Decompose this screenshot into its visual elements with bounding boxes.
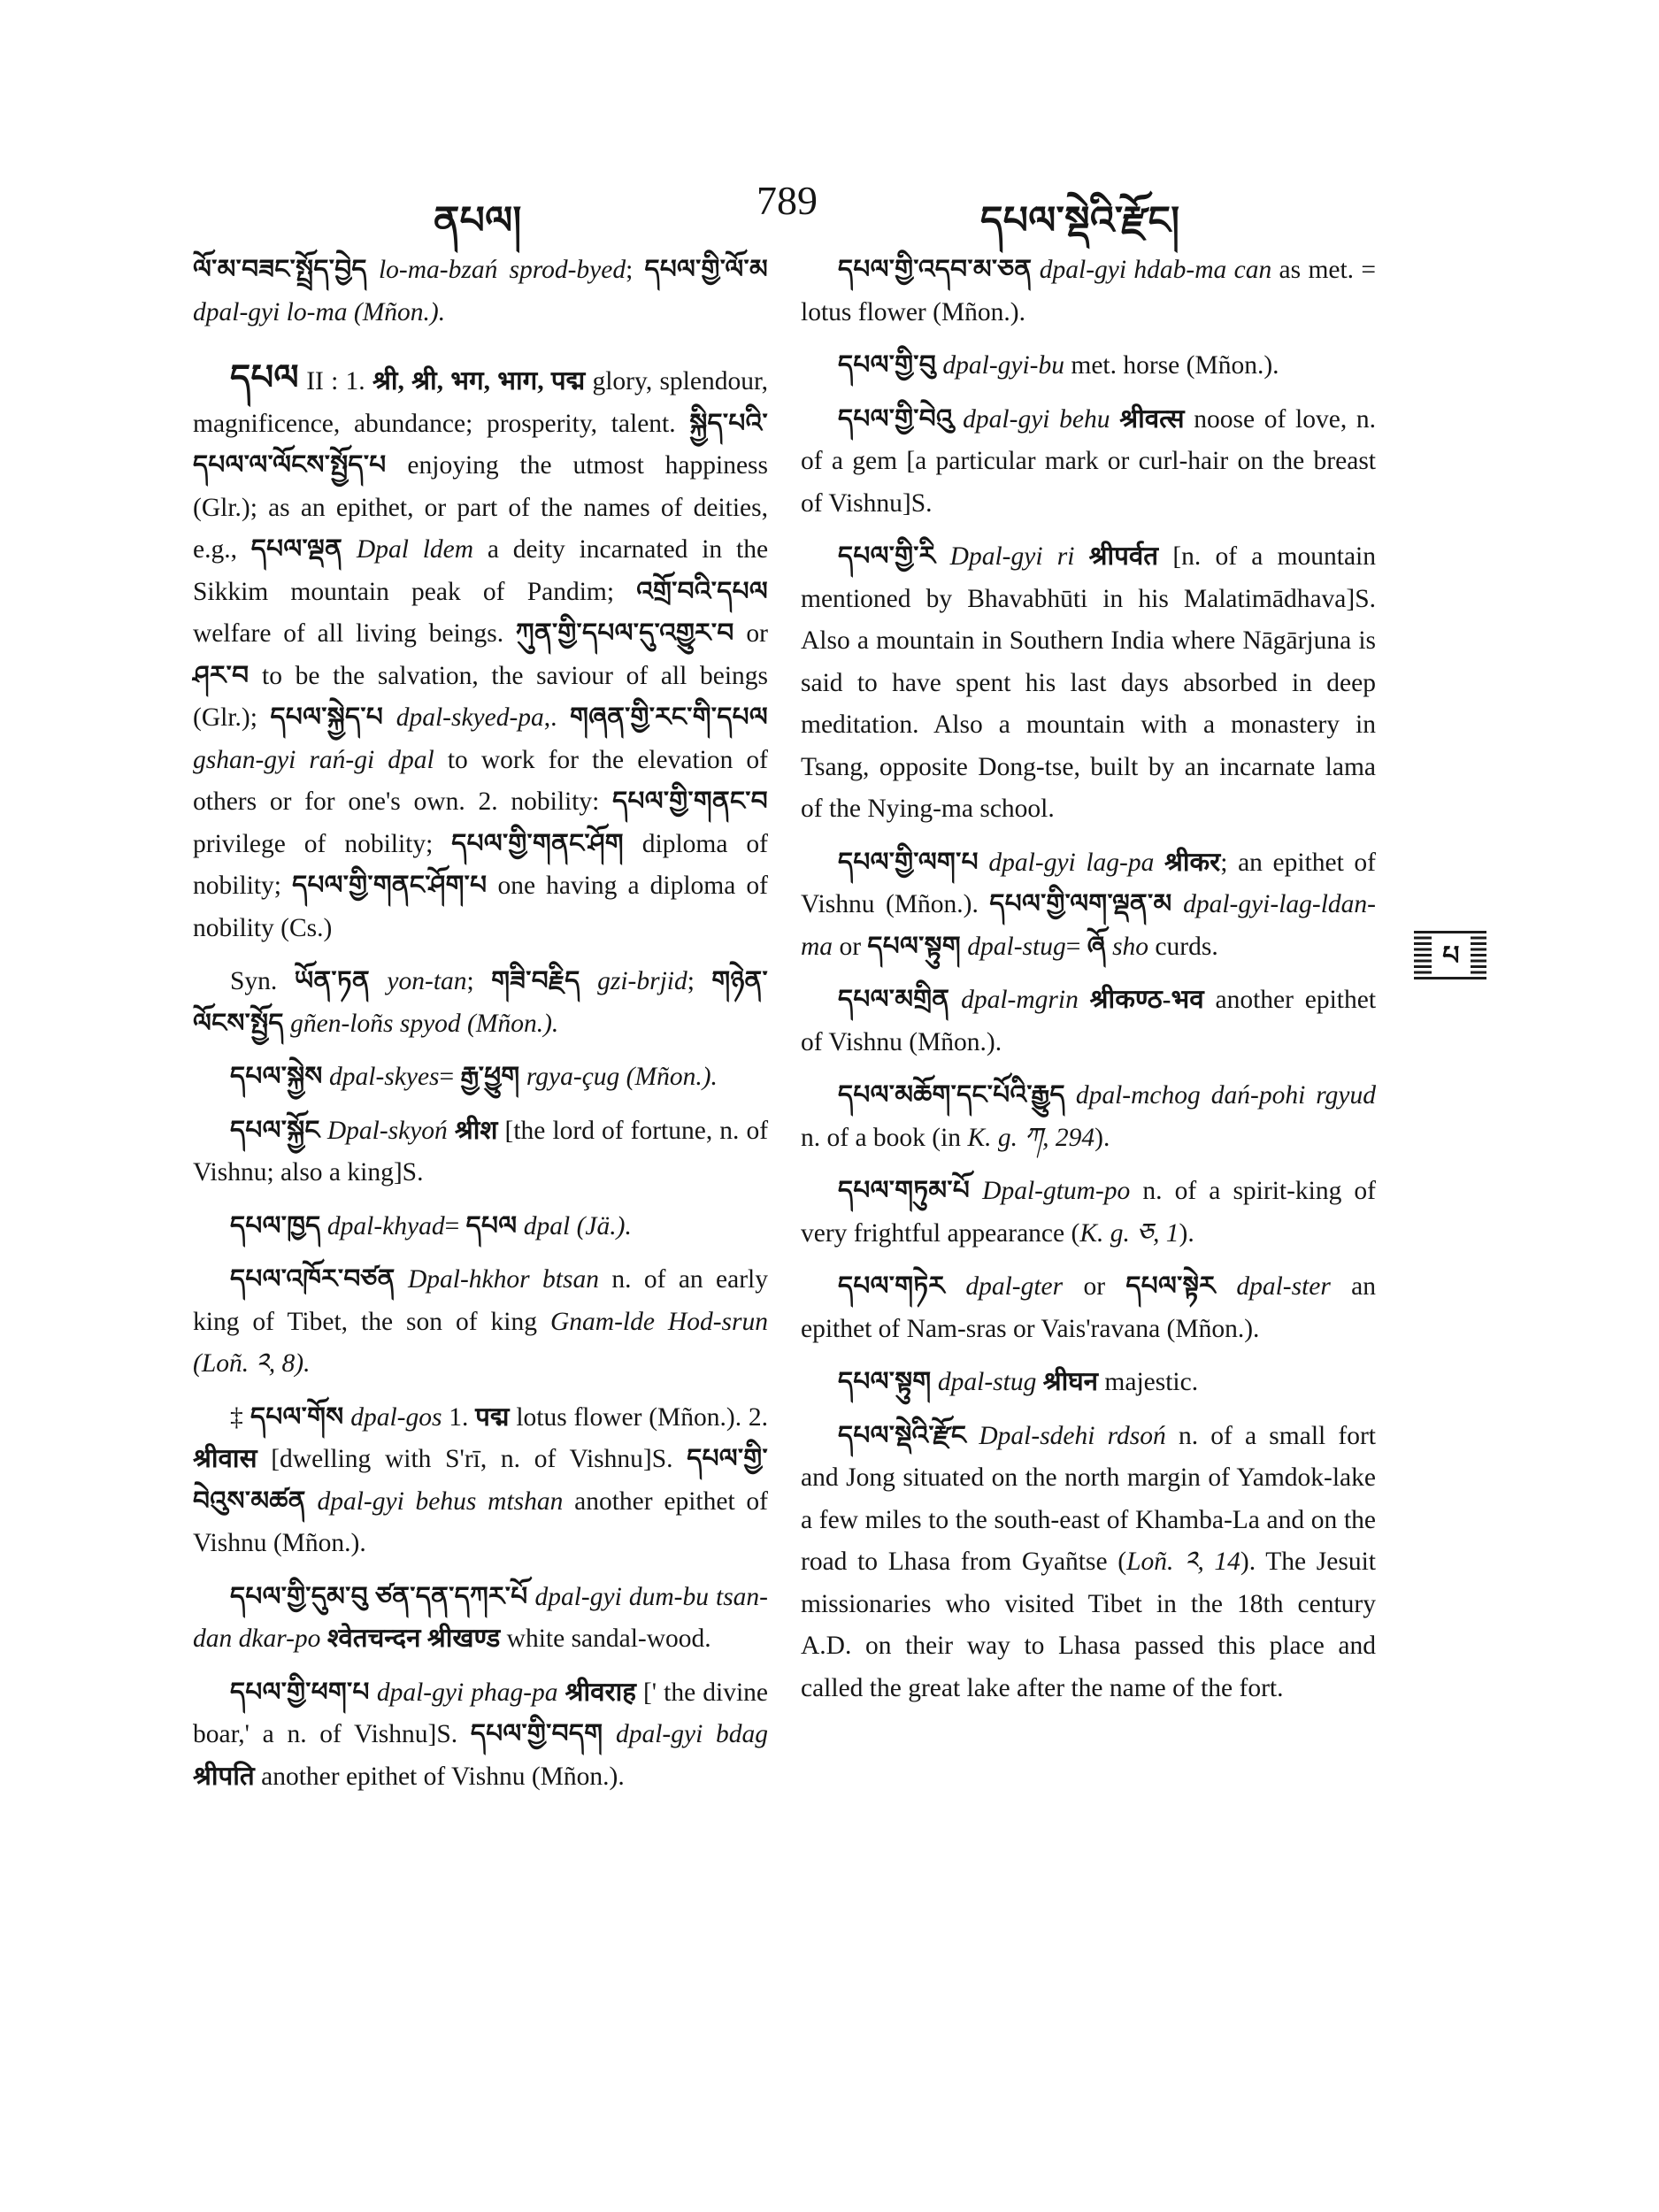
- romanization: Gnam-lde Hod-srun: [549, 1307, 769, 1336]
- sanskrit-term: श्री, श्री, भग, भाग, पद्म: [372, 367, 586, 396]
- entry-dpal-skyes: [193, 1056, 768, 1099]
- tibetan-term: དཔལ་སྟུག: [867, 932, 961, 961]
- romanization: dpal-gos: [350, 1402, 442, 1432]
- romanization: dpal-ster: [1236, 1272, 1331, 1301]
- tibetan-term: དཔལ་གྱི་ལོ་མ: [644, 256, 768, 284]
- entry-text: ‡: [230, 1402, 250, 1432]
- romanization: lo-ma-bzań sprod-byed: [378, 256, 626, 284]
- romanization: dpal-gyi bdag: [615, 1720, 769, 1748]
- romanization: rgya-çug: [526, 1063, 620, 1091]
- sanskrit-term: श्रीश: [454, 1116, 498, 1145]
- tibetan-term: དཔལ་གྱི་ལག་པ: [838, 848, 979, 877]
- tibetan-term: དཔལ་གྱི་བདག: [470, 1720, 603, 1748]
- entry-dpal-ii: [193, 357, 768, 949]
- romanization: sho: [1112, 932, 1149, 961]
- romanization: gñen-loñs spyod: [290, 1009, 461, 1038]
- entry-text: diploma of nobility;: [193, 829, 768, 900]
- entry-dpal-gyi-behu: [801, 399, 1376, 526]
- sanskrit-term: श्रीवराह: [565, 1678, 636, 1707]
- entry-text: another epithet of Vishnu (Mñon.).: [193, 1486, 768, 1557]
- tibetan-term: དཔལ་གཏུམ་པོ: [838, 1177, 971, 1205]
- tibetan-term: གཉེན་ལོངས་སྤྱོད: [193, 967, 768, 1038]
- romanization: dpal-gyi lo-ma: [193, 297, 348, 326]
- entry-text: another epithet of Vishnu (Mñon.).: [254, 1762, 625, 1791]
- source-reference: (Loñ. ༢, 8).: [193, 1349, 311, 1378]
- romanization: dpal-gyi phag-pa: [376, 1678, 558, 1707]
- tibetan-term: དཔལ་གོས: [250, 1402, 344, 1432]
- entry-text: majestic.: [1098, 1368, 1199, 1396]
- source-reference: (Mñon.).: [353, 297, 446, 326]
- tibetan-term: ཤར་བ: [193, 661, 250, 690]
- romanization: dpal-gyi-lag-ldan-ma: [801, 890, 1376, 961]
- tibetan-term: དཔལ་གྱི་འདབ་མ་ཅན: [838, 256, 1033, 284]
- romanization: dpal-mchog dań-pohi rgyud: [1075, 1081, 1377, 1110]
- tibetan-term: དཔལ་སྐྱེས: [230, 1063, 323, 1091]
- tibetan-term: དཔལ་སྐྱེད་པ: [270, 703, 384, 732]
- entry-dpal-gter: [801, 1266, 1376, 1350]
- sanskrit-term: श्रीपर्वत: [1088, 542, 1159, 571]
- entry-text: n. of an early king of Tibet, the son of king: [193, 1265, 769, 1336]
- tibetan-term: གཟི་བརྗིད: [491, 967, 580, 995]
- romanization: Dpal-hkhor btsan: [407, 1265, 599, 1294]
- romanization: dpal-gyi lag-pa: [988, 848, 1155, 877]
- entry-dpal-gos: [193, 1397, 768, 1565]
- tibetan-term: དཔལ་གྱི་གནང་བ: [612, 787, 768, 816]
- entry-text: ).: [1094, 1123, 1110, 1152]
- entry-text: as met. = lotus flower (Mñon.).: [801, 256, 1377, 326]
- entry-text: ;: [626, 256, 645, 284]
- entry-dpal-mchog: [801, 1075, 1376, 1159]
- romanization: dpal: [523, 1211, 571, 1240]
- romanization: dpal-khyad: [326, 1211, 445, 1240]
- romanization: Dpal-skyoń: [326, 1116, 448, 1145]
- tibetan-term: དཔལ་འཁོར་བཙན: [230, 1265, 396, 1294]
- entry-dpal-gyi-bu: [801, 345, 1376, 388]
- romanization: Dpal-sdehi rdsoń: [979, 1421, 1166, 1450]
- entry-text: an epithet of Nam-sras or Vais'ravana (Mñon.).: [801, 1272, 1377, 1343]
- entry-text: n. of a small fort and Jong situated on the north margin of Yamdok-lake a few miles to the south-east of Khamba-La and on the road to Lhasa from Gyañtse (: [801, 1421, 1376, 1576]
- entry-text: one having a diploma of nobility (Cs.): [193, 872, 768, 942]
- entry-text: ;: [687, 967, 712, 995]
- header-left-word: ནཔལ།: [434, 199, 522, 242]
- romanization: Dpal-gtum-po: [982, 1177, 1131, 1205]
- entry-syn: [193, 961, 768, 1045]
- entry-text: to work for the elevation of others or for one's own. 2. nobility:: [193, 745, 768, 816]
- romanization: dpal-skyed-pa: [396, 703, 544, 732]
- tibetan-term: དཔལ་གྱི་ཕག་པ: [230, 1678, 370, 1707]
- entry-dpal-gyi-lag-pa: [801, 842, 1376, 969]
- romanization: dpal-gyi behu: [963, 404, 1110, 434]
- entry-text: noose of love, n. of a gem [a particular mark or curl-hair on the breast of Vishnu]S.: [801, 404, 1377, 518]
- entry-lo-ma: [193, 250, 768, 334]
- entry-dpal-hkhor-btsan: [193, 1259, 768, 1386]
- tibetan-term: དཔལ་སྟུག: [838, 1368, 932, 1396]
- entry-text: curds.: [1148, 932, 1218, 961]
- entry-dpal-gyi-phag-pa: [193, 1672, 768, 1799]
- tibetan-term: དཔལ་ཁྱད: [230, 1211, 321, 1240]
- source-reference: (Mñon.).: [626, 1063, 718, 1091]
- source-reference: (Jä.).: [576, 1211, 632, 1240]
- entry-text: met. horse (Mñon.).: [1064, 351, 1279, 380]
- entry-dpal-gyi-ri: [801, 536, 1376, 831]
- entry-dpal-gyi-hdab-ma: [801, 250, 1376, 334]
- tibetan-term: ཀུན་གྱི་དཔལ་དུ་འགྱུར་བ: [515, 619, 734, 648]
- source-reference: (Mñon.).: [467, 1009, 559, 1038]
- entry-text: or: [1063, 1272, 1126, 1301]
- romanization: dpal-mgrin: [961, 986, 1079, 1014]
- sanskrit-term: श्रीकर: [1164, 848, 1221, 877]
- tibetan-term: དཔལ་ལྡན: [250, 535, 343, 564]
- tibetan-term: ལོ་མ་བཟང་སྤྲོད་བྱེད: [193, 256, 367, 284]
- tibetan-term: དཔལ་མཆོག་དང་པོའི་རྒྱུད: [838, 1081, 1065, 1110]
- sanskrit-term: श्वेतचन्दन श्रीखण्ड: [326, 1624, 501, 1653]
- entry-text: =: [439, 1063, 461, 1091]
- tibetan-term: དཔལ: [465, 1211, 518, 1240]
- entry-text: enjoying the utmost happiness (Glr.); as an epithet, or part of the names of deities, e.g.,: [193, 451, 768, 564]
- romanization: gshan-gyi rań-gi dpal: [193, 745, 434, 774]
- tibetan-term: དཔལ་གྱི་ལག་ལྡན་མ: [989, 890, 1172, 918]
- entry-text: welfare of all living beings.: [193, 619, 516, 648]
- entry-text: glory, splendour, magnificence, abundance; prosperity, talent.: [193, 367, 768, 438]
- romanization: dpal-stug: [937, 1368, 1037, 1396]
- page-number: 789: [757, 178, 818, 223]
- tibetan-term: དཔལ་སྟེར: [1125, 1272, 1216, 1301]
- entry-text: Syn.: [230, 967, 295, 995]
- romanization: yon-tan: [387, 967, 467, 995]
- entry-text: [' the divine boar,' a n. of Vishnu]S.: [193, 1678, 769, 1748]
- tibetan-term: དཔལ་གྱི་བེའུ: [838, 404, 954, 434]
- tibetan-term: དཔལ་གྱི་གནང་ཤོག: [451, 829, 624, 858]
- tibetan-term: ཡོན་ཏན: [294, 967, 370, 995]
- romanization: Dpal-gyi ri: [949, 542, 1075, 571]
- tibetan-term: དཔལ་གྱི་དུམ་བུ ཙན་དན་དཀར་པོ: [230, 1582, 528, 1611]
- tibetan-term: གཞན་གྱི་རང་གི་དཔལ: [570, 703, 768, 732]
- tibetan-term: འགྲོ་བའི་དཔལ: [636, 577, 768, 606]
- entry-text: =: [444, 1211, 466, 1240]
- source-reference: Loñ. ༢, 14: [1126, 1548, 1240, 1576]
- entry-text: ;: [466, 967, 492, 995]
- tibetan-term: དཔལ་གྱི་བེའུས་མཚན: [193, 1445, 768, 1516]
- right-column: [801, 250, 1376, 1721]
- entry-text: n. of a book (in: [801, 1123, 968, 1152]
- entry-text: another epithet of Vishnu (Mñon.).: [801, 986, 1377, 1056]
- romanization: dpal-gter: [965, 1272, 1064, 1301]
- romanization: dpal-gyi behus mtshan: [317, 1486, 564, 1516]
- entry-text: n. of a spirit-king of very frightful appearance (: [801, 1177, 1377, 1248]
- entry-text: lotus flower (Mñon.). 2.: [509, 1402, 769, 1432]
- romanization: dpal-stug: [967, 932, 1066, 961]
- romanization: Dpal ldem: [356, 535, 474, 564]
- entry-dpal-stug: [801, 1362, 1376, 1404]
- entry-dpal-khyad: [193, 1206, 768, 1248]
- sanskrit-term: पद्म: [475, 1402, 510, 1432]
- entry-text: ,.: [543, 703, 571, 732]
- sanskrit-term: श्रीवास: [193, 1445, 257, 1473]
- entry-text: white sandal-wood.: [500, 1624, 711, 1653]
- entry-text: a deity incarnated in the Sikkim mountain peak of Pandim;: [193, 535, 769, 606]
- entry-text: =: [1065, 932, 1087, 961]
- entry-dpal-skyon: [193, 1110, 768, 1194]
- entry-text: 1.: [442, 1402, 476, 1432]
- entry-text: ).: [1179, 1218, 1194, 1248]
- header-right-word: དཔལ་སྡེའི་རྫོང།: [980, 199, 1180, 242]
- tibetan-term: དཔལ་གྱི་བུ: [838, 351, 936, 380]
- sanskrit-term: श्रीकण्ठ-भव: [1089, 986, 1204, 1014]
- page-header: [0, 177, 1659, 242]
- entry-text: or: [733, 619, 768, 648]
- romanization: dpal-gyi-bu: [942, 351, 1065, 380]
- romanization: dpal-skyes: [329, 1063, 440, 1091]
- source-reference: K. g. ཅ, 1: [1079, 1218, 1179, 1248]
- entry-text: to be the salvation, the saviour of all beings (Glr.);: [193, 661, 768, 732]
- entry-dpal-gtum-po: [801, 1171, 1376, 1255]
- entry-text: [the lord of fortune, n. of Vishnu; also a king]S.: [193, 1116, 769, 1187]
- entry-text: II : 1.: [298, 367, 373, 396]
- entry-text: ; an epithet of Vishnu (Mñon.).: [801, 848, 1376, 918]
- tibetan-term: རྒྱ་ཕྱུག: [460, 1063, 520, 1091]
- entry-text: or: [833, 932, 868, 961]
- entry-dpal-sdehi-rdson: [801, 1416, 1376, 1710]
- tibetan-term: དཔལ་གྱི་གནང་ཤོག་པ: [292, 872, 488, 900]
- sanskrit-term: श्रीपति: [193, 1762, 255, 1791]
- thumb-index-letter: པ: [1432, 936, 1471, 977]
- tibetan-term: སྐྱིད་པའི་དཔལ་ལ་ལོངས་སྤྱོད་པ: [193, 409, 768, 480]
- sanskrit-term: श्रीघन: [1042, 1368, 1099, 1396]
- sanskrit-term: श्रीवत्स: [1119, 404, 1185, 434]
- entry-dpal-mgrin: [801, 979, 1376, 1064]
- entry-text: [n. of a mountain mentioned by Bhavabhūti in his Malatimādhava]S. Also a mountain in Southern India where Nāgārjuna is said to have spent his last days absorbed in deep meditation. Also a mountain with a monastery in Tsang, opposite Dong-tse, built by an incarnate lama of the Nying-ma school.: [801, 542, 1376, 823]
- entry-text: privilege of nobility;: [193, 829, 452, 858]
- tibetan-term: དཔལ་གྱི་རི: [838, 542, 936, 571]
- entry-text: [dwelling with S'rī, n. of Vishnu]S.: [257, 1445, 687, 1473]
- tibetan-term: དཔལ་མགྲིན: [838, 986, 950, 1014]
- romanization: dpal-gyi dum-bu tsan-dan dkar-po: [193, 1582, 769, 1653]
- source-reference: K. g. ཀ, 294: [967, 1123, 1095, 1152]
- tibetan-term: དཔལ་གཏེར: [838, 1272, 946, 1301]
- tibetan-term: དཔལ་སྐྱོང: [230, 1116, 320, 1145]
- romanization: dpal-gyi hdab-ma can: [1039, 256, 1272, 284]
- tibetan-term: ཞོ: [1087, 932, 1106, 961]
- entry-text: ). The Jesuit missionaries who visited Tibet in the 18th century A.D. on their way to Lhasa passed this place and called the great lake after the name of the fort.: [801, 1548, 1376, 1702]
- left-column: [193, 250, 768, 1809]
- romanization: gzi-brjid: [597, 967, 687, 995]
- entry-dpal-gyi-dum-bu: [193, 1577, 768, 1661]
- headword: དཔལ: [230, 357, 299, 397]
- tibetan-term: དཔལ་སྡེའི་རྫོང: [838, 1421, 967, 1450]
